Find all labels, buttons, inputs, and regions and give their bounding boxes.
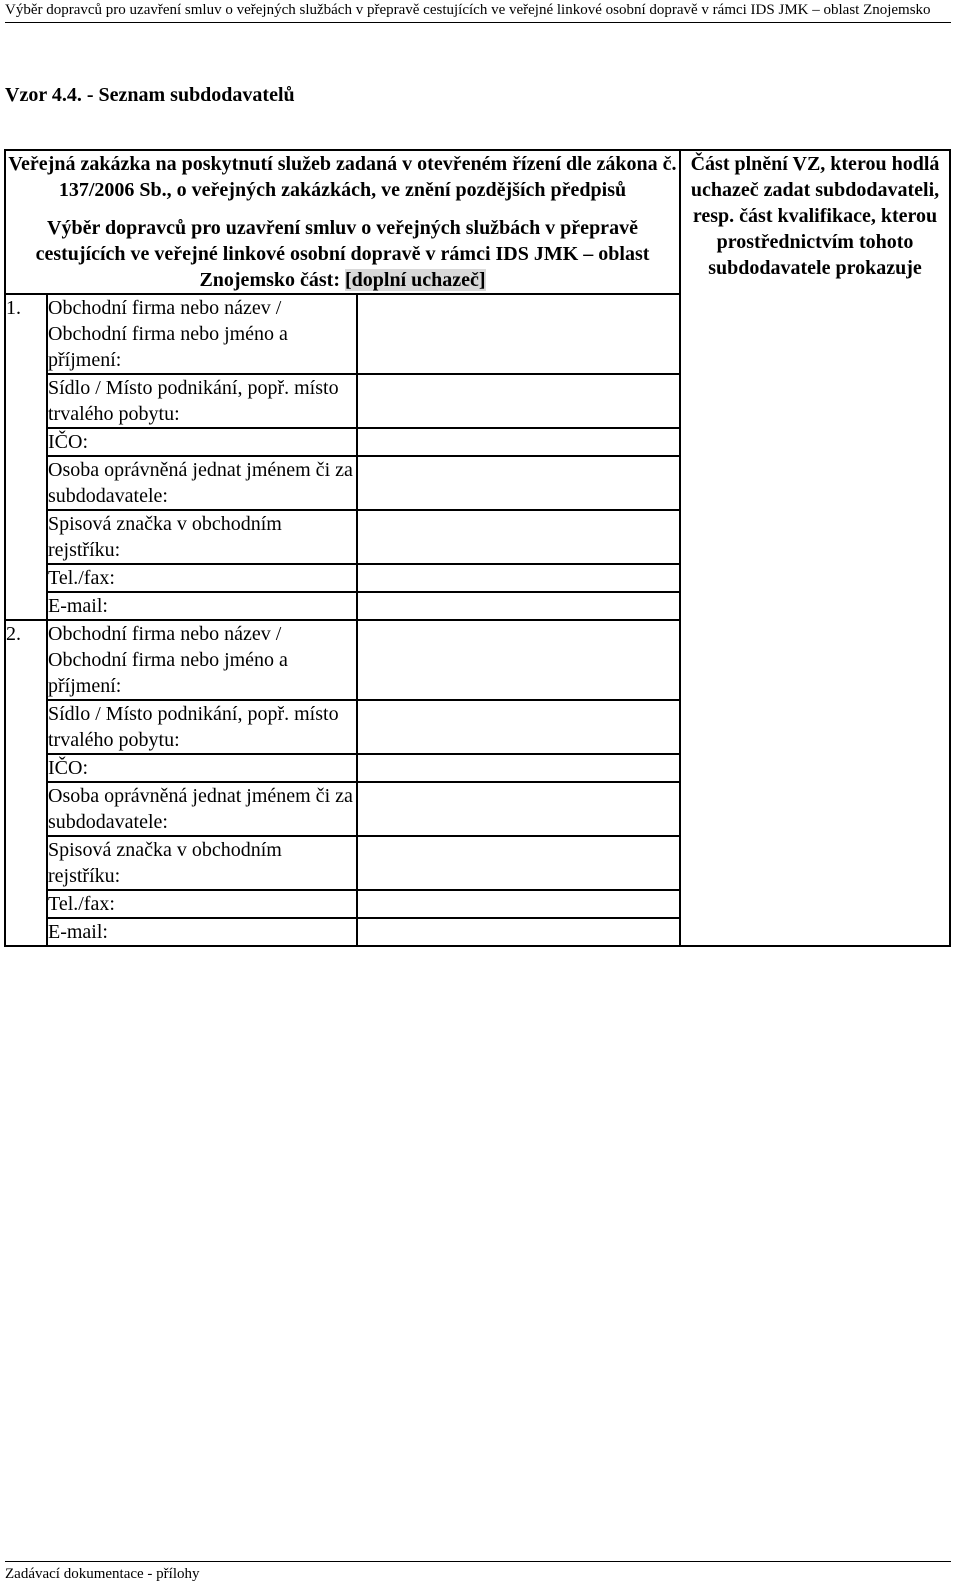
field-input-name[interactable] — [357, 620, 680, 700]
running-header — [5, 0, 951, 23]
tender-description-text: Výběr dopravců pro uzavření smluv o veřejných službách v přepravě cestujících ve veřejné linkové osobní dopravě v rámci IDS JMK – oblast Znojemsko část: — [35, 217, 650, 291]
field-input-email[interactable] — [357, 592, 680, 620]
field-input-authorized[interactable] — [357, 456, 680, 510]
field-label-tel: Tel./fax: — [47, 890, 357, 918]
field-label-email: E-mail: — [47, 918, 357, 946]
field-input-tel[interactable] — [357, 564, 680, 592]
tender-description — [6, 215, 679, 293]
subcontractor-number: 2. — [5, 620, 47, 946]
document-title: Vzor 4.4. - Seznam subdodavatelů — [5, 84, 295, 106]
field-label-name: Obchodní firma nebo název / Obchodní firma nebo jméno a příjmení: — [47, 294, 357, 374]
field-label-register: Spisová značka v obchodním rejstříku: — [47, 836, 357, 890]
field-input-ico[interactable] — [357, 428, 680, 456]
intro-cell — [5, 150, 680, 294]
field-input-tel[interactable] — [357, 890, 680, 918]
field-label-ico: IČO: — [47, 754, 357, 782]
field-input-email[interactable] — [357, 918, 680, 946]
fill-in-placeholder[interactable]: [doplní uchazeč] — [344, 269, 486, 291]
field-label-seat: Sídlo / Místo podnikání, popř. místo trvalého pobytu: — [47, 700, 357, 754]
field-label-seat: Sídlo / Místo podnikání, popř. místo trvalého pobytu: — [47, 374, 357, 428]
field-input-seat[interactable] — [357, 700, 680, 754]
intro-row — [5, 150, 950, 294]
field-input-seat[interactable] — [357, 374, 680, 428]
field-label-name: Obchodní firma nebo název / Obchodní firma nebo jméno a příjmení: — [47, 620, 357, 700]
field-input-register[interactable] — [357, 836, 680, 890]
field-label-tel: Tel./fax: — [47, 564, 357, 592]
field-input-ico[interactable] — [357, 754, 680, 782]
subcontractor-table — [4, 149, 951, 947]
field-label-email: E-mail: — [47, 592, 357, 620]
field-label-authorized: Osoba oprávněná jednat jménem či za subdodavatele: — [47, 456, 357, 510]
field-input-name[interactable] — [357, 294, 680, 374]
footer-text: Zadávací dokumentace - přílohy — [5, 1566, 200, 1582]
field-input-authorized[interactable] — [357, 782, 680, 836]
page-footer — [5, 1561, 951, 1584]
subcontractor-number: 1. — [5, 294, 47, 620]
running-header-text: Výběr dopravců pro uzavření smluv o veřejných službách v přepravě cestujících ve veřejné linkové osobní dopravě v rámci IDS JMK – oblast Znojemsko — [5, 2, 931, 18]
field-label-ico: IČO: — [47, 428, 357, 456]
contract-description: Veřejná zakázka na poskytnutí služeb zadaná v otevřeném řízení dle zákona č. 137/2006 Sb., o veřejných zakázkách, ve znění pozdějších předpisů — [8, 153, 677, 201]
part-of-contract-header: Část plnění VZ, kterou hodlá uchazeč zadat subdodavateli, resp. část kvalifikace, kterou prostřednictvím tohoto subdodavatele prokazuje — [690, 153, 940, 279]
field-label-register: Spisová značka v obchodním rejstříku: — [47, 510, 357, 564]
field-label-authorized: Osoba oprávněná jednat jménem či za subdodavatele: — [47, 782, 357, 836]
field-input-register[interactable] — [357, 510, 680, 564]
part-of-contract-column[interactable] — [680, 150, 950, 946]
